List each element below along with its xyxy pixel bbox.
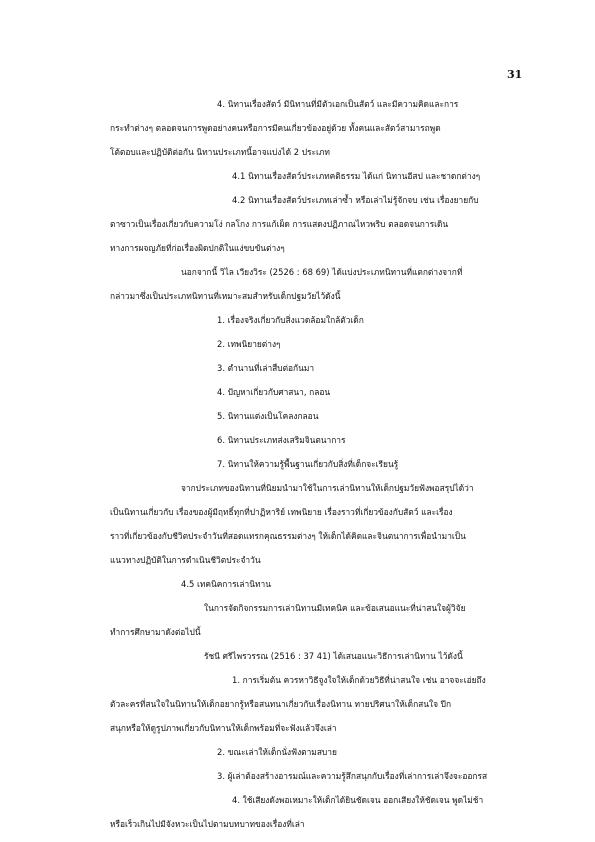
list-item: 4. ปัญหาเกี่ยวกับศาสนา, กลอน: [217, 387, 331, 397]
text-line: แนวทางปฏิบัติในการดำเนินชีวิตประจำวัน: [110, 555, 261, 565]
text-line: หรือเร็วเกินไปมีจังหวะเป็นไปตามบทบาทของเรื่องที่เล่า: [110, 819, 305, 829]
text-line: เป็นนิทานเกี่ยวกับ เรื่องของผู้มีฤทธิ์ทุกที่ปาฏิหาริย์ เทพนิยาย เรื่องราวที่เกี่ยวข้องกับสัตว์ และเรื่อง: [110, 507, 453, 517]
list-item: 4. ใช้เสียงดังพอเหมาะให้เด็กได้ยินชัดเจน ออกเสียงให้ชัดเจน พูดไม่ช้า: [232, 795, 484, 805]
list-item: 6. นิทานประเภทส่งเสริมจินตนาการ: [217, 435, 346, 445]
text-line: ตัวละครที่สนใจในนิทานให้เด็กอยากรู้หรือสนทนาเกี่ยวกับเรื่องนิทาน ทายปริศนาให้เด็กสนใจ ปีก: [110, 699, 452, 709]
list-item: 5. นิทานแต่งเป็นโคลงกลอน: [217, 411, 319, 421]
text-line: ทำการศึกษามาดังต่อไปนี้: [110, 627, 201, 637]
text-line: โต้ตอบและปฏิบัติต่อกัน นิทานประเภทนี้อาจแบ่งได้ 2 ประเภท: [110, 147, 330, 157]
text-line: ทางการผจญภัยที่ก่อเรื่องผิดปกติในแง่ขบขันต่างๆ: [110, 243, 285, 253]
list-item: 7. นิทานให้ความรู้พื้นฐานเกี่ยวกับสิ่งที่เด็กจะเรียนรู้: [217, 459, 399, 469]
text-line: นอกจากนี้ วิไล เวียงวิระ (2526 : 68 69) ได้แบ่งประเภทนิทานที่แตกต่างจากที่: [181, 267, 463, 277]
text-line: ราวที่เกี่ยวข้องกับชีวิตประจำวันที่สอดแทรกคุณธรรมต่างๆ ให้เด็กได้คิดและจินตนาการเพื่อนำมาเป็น: [110, 531, 466, 541]
page-number: 31: [507, 68, 523, 81]
list-item: 2. ขณะเล่าให้เด็กนั่งฟังตามสบาย: [217, 747, 337, 757]
list-item: 1. เรื่องจริงเกี่ยวกับสิ่งแวดล้อมใกล้ตัวเด็ก: [217, 315, 364, 325]
text-line: 4. นิทานเรื่องสัตว์ มีนิทานที่มีตัวเอกเป็นสัตว์ และมีความคิดและการ: [217, 99, 459, 109]
text-line: รัชนี ศรีไพรวรรณ (2516 : 37 41) ได้เสนอแนะวิธีการเล่านิทาน ไว้ดังนี้: [204, 651, 463, 661]
list-item: 3. ผู้เล่าต้องสร้างอารมณ์และความรู้สึกสนุกกับเรื่องที่เล่าการเล่าจึงจะออกรส: [217, 771, 488, 781]
text-line: 4.2 นิทานเรื่องสัตว์ประเภทเล่าซ้ำ หรือเล่าไม่รู้จักจบ เช่น เรื่องยายกับ: [232, 195, 479, 205]
list-item: 2. เทพนิยายต่างๆ: [217, 339, 281, 349]
text-line: 4.1 นิทานเรื่องสัตว์ประเภทคติธรรม ได้แก่ นิทานอีสป และชาดกต่างๆ: [232, 171, 481, 181]
list-item: 3. ตำนานที่เล่าสืบต่อกันมา: [217, 363, 315, 373]
text-line: ในการจัดกิจกรรมการเล่านิทานมีเทคนิค และข้อเสนอแนะที่น่าสนใจผู้วิจัย: [204, 603, 466, 613]
text-line: ตาซาวเป็นเรื่องเกี่ยวกับความโง่ กลโกง การแก้เผ็ด การแสดงปฏิภาณไหวพริบ ตลอดจนการเดิน: [110, 219, 449, 229]
section-heading: 4.5 เทคนิคการเล่านิทาน: [181, 579, 271, 589]
text-line: สนุกหรือให้ดูรูปภาพเกี่ยวกับนิทานให้เด็กพร้อมที่จะฟังแล้วจึงเล่า: [110, 723, 337, 733]
text-line: กระทำต่างๆ ตลอดจนการพูดอย่างคนหรือการมีคนเกี่ยวข้องอยู่ด้วย ทั้งคนและสัตว์สามารถพูด: [110, 123, 441, 133]
text-line: 1. การเริ่มต้น ควรหาวิธีจูงใจให้เด็กด้วยวิธีที่น่าสนใจ เช่น อาจจะเอ่ยถึง: [232, 675, 486, 685]
text-line: กล่าวมาซึ่งเป็นประเภทนิทานที่เหมาะสมสำหรับเด็กปฐมวัยไว้ดังนี้: [110, 291, 341, 301]
text-line: จากประเภทของนิทานที่นิยมนำมาใช้ในการเล่านิทานให้เด็กปฐมวัยฟังพอสรุปได้ว่า: [181, 483, 474, 493]
